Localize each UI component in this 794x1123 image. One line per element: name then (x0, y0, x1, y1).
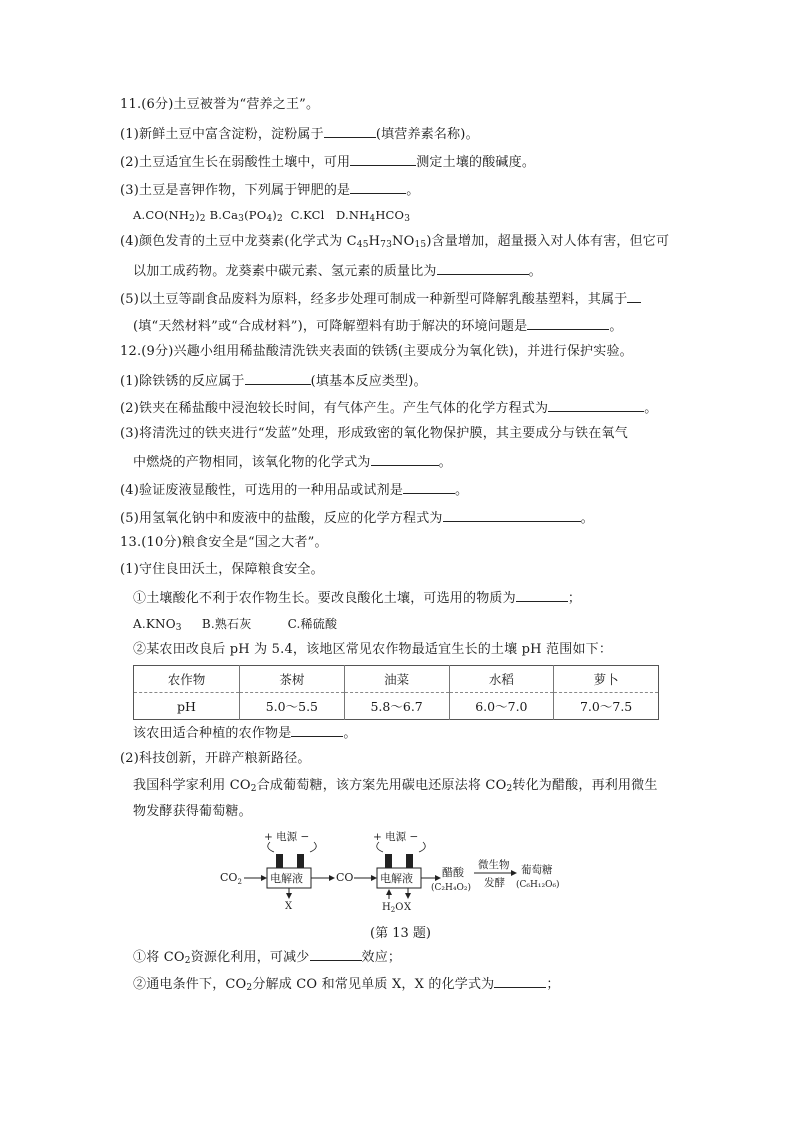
table-cell: 6.0～7.0 (449, 693, 554, 720)
glucose-label: 葡萄糖 (521, 864, 553, 876)
acetic-acid-formula: (C₂H₄O₂) (431, 883, 471, 893)
q11-part5a: (5)以土豆等副食品废料为原料，经多步处理可制成一种新型可降解乳酸基塑料，其属于 (120, 290, 641, 308)
table-cell: 5.8～6.7 (344, 693, 449, 720)
answer-blank[interactable] (548, 399, 644, 412)
electrolysis-diagram (218, 826, 578, 912)
glucose-formula: (C₆H₁₂O₆) (516, 880, 560, 890)
electrolyte-label: 电解液 (270, 872, 303, 885)
table-row (134, 666, 659, 693)
answer-blank[interactable] (310, 948, 362, 961)
answer-blank[interactable] (527, 317, 609, 330)
table-cell: 萝卜 (554, 666, 659, 693)
table-cell: 水稻 (449, 666, 554, 693)
question-score: (6分) (141, 97, 174, 112)
electrolyte-label: 电解液 (380, 872, 413, 885)
electrode (385, 854, 392, 868)
x-label: X (404, 902, 412, 912)
answer-blank[interactable] (494, 975, 546, 988)
ph-table (133, 665, 659, 720)
question-score: (9分) (141, 344, 174, 359)
x-label: X (285, 901, 293, 912)
q12-part3b: 中燃烧的产物相同，该氧化物的化学式为 。 (133, 455, 452, 470)
question-stem: 粮食安全是“国之大者”。 (181, 535, 328, 550)
h2o-label: $H_2O$ (382, 902, 404, 912)
q11-options (133, 207, 410, 223)
q12-part4: (4)验证废液显酸性，可选用的一种用品或试剂是 。 (120, 483, 469, 498)
answer-blank[interactable] (245, 372, 311, 385)
q12-part1: (1)除铁锈的反应属于 (填基本反应类型)。 (120, 374, 427, 389)
q12-part2: (2)铁夹在稀盐酸中浸泡较长时间，有气体产生。产生气体的化学方程式为 。 (120, 401, 658, 416)
wire (310, 842, 316, 852)
question-score: (10分) (141, 535, 182, 550)
q11-part1: (1)新鲜土豆中富含淀粉，淀粉属于 (填营养素名称)。 (120, 127, 479, 142)
wire (419, 842, 425, 852)
q11-title (120, 97, 319, 113)
option-d: $D.NH_4HCO_3$ (336, 208, 411, 224)
option-b: B.熟石灰 (201, 617, 252, 631)
option-c: C.KCl (290, 208, 325, 222)
q13-d2: ②通电条件下，$CO_2$分解成 CO 和常见单质 X，X 的化学式为 ； (133, 977, 560, 993)
q13-options (133, 616, 337, 632)
table-cell: 5.0～5.5 (240, 693, 345, 720)
answer-blank[interactable] (627, 290, 641, 303)
answer-blank[interactable] (516, 589, 568, 602)
answer-blank[interactable] (443, 509, 581, 522)
q13-d1: ①将 $CO_2$资源化利用，可减少 效应； (133, 950, 402, 966)
q11-part4a: (4)颜色发青的土豆中龙葵素(化学式为 $C_{45}H_{73}NO_{15}$)含量增加，超量摄入对人体有害，但它可 (120, 234, 670, 250)
table-cell: 7.0～7.5 (554, 693, 659, 720)
answer-blank[interactable] (437, 262, 529, 275)
question-number: 13. (120, 535, 142, 550)
option-a: $A.KNO_3$ (133, 617, 182, 633)
electrode (276, 854, 283, 868)
option-a: $A.CO(NH_2)_2$ (133, 208, 206, 224)
answer-blank[interactable] (350, 181, 406, 194)
answer-blank[interactable] (403, 481, 455, 494)
q12-part3a: (3)将清洗过的铁夹进行“发蓝”处理，形成致密的氧化物保护膜，其主要成分与铁在氧气 (120, 426, 628, 441)
answer-blank[interactable] (350, 153, 416, 166)
q12-part5: (5)用氢氧化钠中和废液中的盐酸，反应的化学方程式为 。 (120, 511, 594, 526)
table-cell: pH (177, 698, 196, 714)
table-cell: 农作物 (134, 666, 240, 693)
q11-part3: (3)土豆是喜钾作物，下列属于钾肥的是 。 (120, 183, 420, 198)
q13-sub3: 该农田适合种植的农作物是 。 (133, 726, 357, 741)
option-b: $B.Ca_3(PO_4)_2$ (209, 208, 283, 224)
co-label: CO (336, 871, 354, 884)
question-number: 11. (120, 97, 142, 112)
q11-part4b: 以加工成药物。龙葵素中碳元素、氢元素的质量比为 。 (133, 264, 542, 279)
question-stem: 土豆被誉为“营养之王”。 (173, 97, 320, 112)
power-source-label: + 电源 − (264, 831, 310, 843)
table-cell: 茶树 (240, 666, 345, 693)
q13-sub2: ②某农田改良后 pH 为 5.4，该地区常见农作物最适宜生长的土壤 pH 范围如下： (133, 642, 613, 657)
acetic-acid-label: 醋酸 (442, 866, 464, 879)
power-source-label: + 电源 − (373, 831, 419, 843)
q13-part1: (1)守住良田沃土，保障粮食安全。 (120, 562, 324, 577)
wire (268, 842, 274, 852)
q13-part2: (2)科技创新，开辟产粮新路径。 (120, 751, 311, 766)
q12-title (120, 344, 633, 360)
question-stem: 兴趣小组用稀盐酸清洗铁夹表面的铁锈(主要成分为氧化铁)，并进行保护实验。 (173, 344, 633, 359)
wire (377, 842, 383, 852)
q13-part2-text-b: 物发酵获得葡萄糖。 (133, 804, 252, 819)
answer-blank[interactable] (324, 125, 376, 138)
answer-blank[interactable] (371, 453, 439, 466)
electrode (406, 854, 413, 868)
microbe-label: 微生物 (478, 859, 510, 871)
q13-title (120, 535, 328, 551)
option-c: C.稀硫酸 (287, 617, 338, 631)
q11-part5b: (填“天然材料”或“合成材料”)，可降解塑料有助于解决的环境问题是 。 (133, 319, 623, 334)
q11-part2: (2)土豆适宜生长在弱酸性土壤中，可用 测定土壤的酸碱度。 (120, 155, 536, 170)
q13-part2-text-a: 我国科学家利用 $CO_2$合成葡萄糖，该方案先用碳电还原法将 $CO_2$转化为醋酸，再利用微生 (133, 778, 658, 794)
table-cell: 油菜 (344, 666, 449, 693)
ferment-label: 发酵 (484, 877, 505, 889)
question-number: 12. (120, 344, 142, 359)
co2-label: $CO_2$ (220, 871, 242, 886)
figure-caption: (第 13 题) (370, 926, 431, 941)
answer-blank[interactable] (291, 724, 343, 737)
q13-sub1: ①土壤酸化不利于农作物生长。要改良酸化土壤，可选用的物质为 ； (133, 591, 582, 606)
electrode (297, 854, 304, 868)
table-row (134, 693, 659, 720)
